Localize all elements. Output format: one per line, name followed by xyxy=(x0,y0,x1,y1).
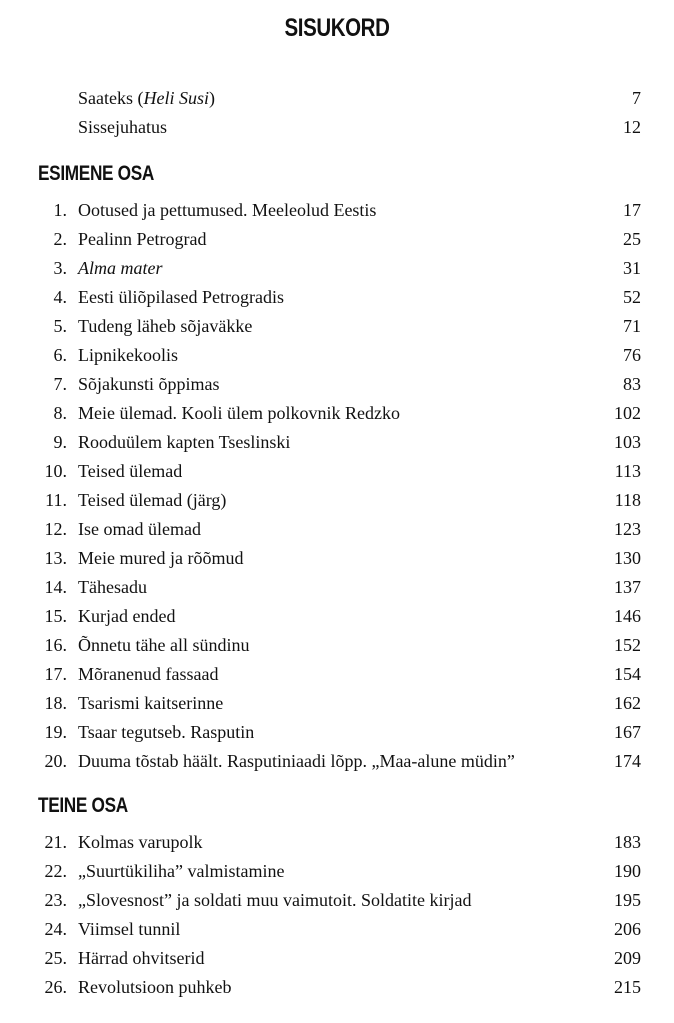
toc-entry-number: 22. xyxy=(44,861,67,881)
toc-entry-page-number: 162 xyxy=(614,693,641,713)
toc-entry-title xyxy=(78,573,147,602)
toc-entry-title xyxy=(78,602,175,631)
toc-entry-title xyxy=(78,915,180,944)
toc-entry-title-text: Tudeng läheb sõjaväkke xyxy=(78,316,253,336)
toc-entry xyxy=(0,113,674,142)
toc-entry-title-text: Kolmas varupolk xyxy=(78,832,203,852)
toc-entry-page-number: 52 xyxy=(623,287,641,307)
toc-entry-title-text: „Suurtükiliha” valmistamine xyxy=(78,861,285,881)
toc-entry xyxy=(0,283,674,312)
toc-entry-title xyxy=(78,886,471,915)
toc-entry-number: 18. xyxy=(44,693,67,713)
part-two-list xyxy=(0,828,674,1002)
toc-entry-page-number: 25 xyxy=(623,229,641,249)
toc-entry-number: 5. xyxy=(53,316,67,336)
toc-entry-title xyxy=(78,196,376,225)
toc-entry-title-text: Õnnetu tähe all sündinu xyxy=(78,635,250,655)
part-two-heading: TEINE OSA xyxy=(38,794,128,817)
toc-entry-title xyxy=(78,312,252,341)
toc-entry-title xyxy=(78,515,201,544)
toc-entry-title xyxy=(78,660,218,689)
toc-entry-page-number: 152 xyxy=(614,635,641,655)
toc-entry-title-suffix: ) xyxy=(208,88,215,108)
toc-entry-number: 25. xyxy=(44,948,67,968)
toc-entry-title-text: Teised ülemad (järg) xyxy=(78,490,227,510)
toc-entry xyxy=(0,747,674,776)
toc-entry xyxy=(0,254,674,283)
toc-entry-title-text: Lipnikekoolis xyxy=(78,345,178,365)
toc-entry xyxy=(0,341,674,370)
toc-entry-title xyxy=(78,747,515,776)
toc-entry xyxy=(0,915,674,944)
toc-entry-title-text: Meie ülemad. Kooli ülem polkovnik Redzko xyxy=(78,403,400,423)
toc-entry-page-number: 17 xyxy=(623,200,641,220)
toc-entry-number: 6. xyxy=(53,345,67,365)
toc-entry xyxy=(0,312,674,341)
toc-entry xyxy=(0,84,674,113)
toc-entry-number: 14. xyxy=(44,577,67,597)
toc-entry-title-text: Eesti üliõpilased Petrogradis xyxy=(78,287,284,307)
toc-entry xyxy=(0,486,674,515)
toc-entry-title-text: Tähesadu xyxy=(78,577,147,597)
toc-entry-page-number: 102 xyxy=(614,403,641,423)
toc-entry-number: 3. xyxy=(53,258,67,278)
toc-entry-title-text: Härrad ohvitserid xyxy=(78,948,205,968)
toc-entry xyxy=(0,457,674,486)
toc-entry-title-text: „Slovesnost” ja soldati muu vaimutoit. Soldatite kirjad xyxy=(78,890,472,910)
toc-entry-page-number: 31 xyxy=(623,258,641,278)
toc-entry-title xyxy=(78,341,178,370)
toc-entry-page-number: 7 xyxy=(632,88,641,108)
toc-entry-title-text: Revolutsioon puhkeb xyxy=(78,977,232,997)
toc-entry-title xyxy=(78,631,249,660)
toc-entry-title-text: Tsarismi kaitserinne xyxy=(78,693,224,713)
toc-entry-title xyxy=(78,225,206,254)
toc-entry-title xyxy=(78,973,232,1002)
toc-entry-number: 4. xyxy=(53,287,67,307)
toc-entry-title xyxy=(78,857,284,886)
front-matter-list xyxy=(0,84,674,142)
toc-entry-page-number: 113 xyxy=(614,461,641,481)
page-title: SISUKORD xyxy=(284,14,390,42)
toc-entry-title xyxy=(78,84,215,113)
toc-entry xyxy=(0,428,674,457)
toc-entry-number: 17. xyxy=(44,664,67,684)
toc-entry-title xyxy=(78,544,243,573)
toc-entry-title-text: Meie mured ja rõõmud xyxy=(78,548,244,568)
toc-entry-title-text: Ise omad ülemad xyxy=(78,519,201,539)
toc-entry-number: 2. xyxy=(53,229,67,249)
toc-entry-page-number: 137 xyxy=(614,577,641,597)
toc-entry-title xyxy=(78,254,163,283)
toc-entry-title-text: Sissejuhatus xyxy=(78,117,168,137)
toc-entry-number: 19. xyxy=(44,722,67,742)
toc-entry-number: 15. xyxy=(44,606,67,626)
toc-entry-title xyxy=(78,689,223,718)
toc-entry-number: 24. xyxy=(44,919,67,939)
toc-entry-page-number: 209 xyxy=(614,948,641,968)
toc-entry-page-number: 123 xyxy=(614,519,641,539)
toc-entry-number: 1. xyxy=(53,200,67,220)
toc-entry-title-text: Teised ülemad xyxy=(78,461,183,481)
toc-entry xyxy=(0,573,674,602)
toc-entry-title xyxy=(78,370,220,399)
toc-entry-title-italic: Heli Susi xyxy=(143,88,209,108)
toc-entry-title-text: Saateks ( xyxy=(78,88,144,108)
toc-entry-page-number: 103 xyxy=(614,432,641,452)
toc-entry-title-text: Viimsel tunnil xyxy=(78,919,181,939)
toc-entry-title xyxy=(78,283,284,312)
toc-entry-number: 8. xyxy=(53,403,67,423)
toc-entry-title xyxy=(78,113,167,142)
toc-entry-number: 12. xyxy=(44,519,67,539)
toc-entry-page-number: 76 xyxy=(623,345,641,365)
toc-entry xyxy=(0,718,674,747)
toc-entry xyxy=(0,196,674,225)
toc-entry-number: 16. xyxy=(44,635,67,655)
toc-entry-page-number: 215 xyxy=(614,977,641,997)
toc-entry xyxy=(0,399,674,428)
part-one-list xyxy=(0,196,674,776)
toc-entry-title xyxy=(78,718,254,747)
toc-entry-page-number: 190 xyxy=(614,861,641,881)
toc-entry xyxy=(0,515,674,544)
toc-entry-page-number: 195 xyxy=(614,890,641,910)
toc-entry xyxy=(0,886,674,915)
toc-entry-page-number: 146 xyxy=(614,606,641,626)
toc-entry-number: 13. xyxy=(44,548,67,568)
part-one-heading: ESIMENE OSA xyxy=(38,162,155,185)
toc-entry-title-text: Kurjad ended xyxy=(78,606,176,626)
toc-entry xyxy=(0,689,674,718)
toc-entry-title-text: Sõjakunsti õppimas xyxy=(78,374,220,394)
toc-entry-page-number: 83 xyxy=(623,374,641,394)
toc-entry-title-text: Pealinn Petrograd xyxy=(78,229,207,249)
toc-entry xyxy=(0,828,674,857)
toc-entry-title-text: Tsaar tegutseb. Rasputin xyxy=(78,722,255,742)
toc-entry-title xyxy=(78,828,202,857)
toc-entry-page-number: 206 xyxy=(614,919,641,939)
toc-entry-page-number: 154 xyxy=(614,664,641,684)
toc-entry-number: 11. xyxy=(45,490,67,510)
toc-entry-page-number: 167 xyxy=(614,722,641,742)
toc-entry xyxy=(0,944,674,973)
toc-entry-number: 26. xyxy=(44,977,67,997)
toc-entry-title-text: Rooduülem kapten Tseslinski xyxy=(78,432,291,452)
toc-entry-title xyxy=(78,399,400,428)
toc-entry xyxy=(0,857,674,886)
toc-entry xyxy=(0,602,674,631)
toc-entry-page-number: 12 xyxy=(623,117,641,137)
toc-entry xyxy=(0,370,674,399)
toc-entry xyxy=(0,973,674,1002)
toc-entry-page-number: 130 xyxy=(614,548,641,568)
toc-entry-number: 20. xyxy=(44,751,67,771)
toc-entry xyxy=(0,660,674,689)
toc-entry-title-italic: Alma mater xyxy=(78,258,163,278)
toc-entry-page-number: 174 xyxy=(614,751,641,771)
toc-entry-number: 9. xyxy=(53,432,67,452)
toc-entry-title-text: Duuma tõstab häält. Rasputiniaadi lõpp. „Maa-alune müdin” xyxy=(78,751,515,771)
toc-entry-number: 23. xyxy=(44,890,67,910)
toc-entry-page-number: 71 xyxy=(623,316,641,336)
toc-entry-number: 21. xyxy=(44,832,67,852)
toc-entry-title-text: Ootused ja pettumused. Meeleolud Eestis xyxy=(78,200,377,220)
toc-entry-number: 7. xyxy=(53,374,67,394)
toc-entry-title xyxy=(78,944,204,973)
toc-entry xyxy=(0,225,674,254)
toc-entry-title xyxy=(78,457,182,486)
toc-entry xyxy=(0,544,674,573)
toc-entry-number: 10. xyxy=(44,461,67,481)
toc-entry-page-number: 118 xyxy=(614,490,641,510)
toc-entry xyxy=(0,631,674,660)
toc-entry-page-number: 183 xyxy=(614,832,641,852)
toc-entry-title xyxy=(78,486,226,515)
toc-entry-title-text: Mõranenud fassaad xyxy=(78,664,219,684)
toc-entry-title xyxy=(78,428,290,457)
